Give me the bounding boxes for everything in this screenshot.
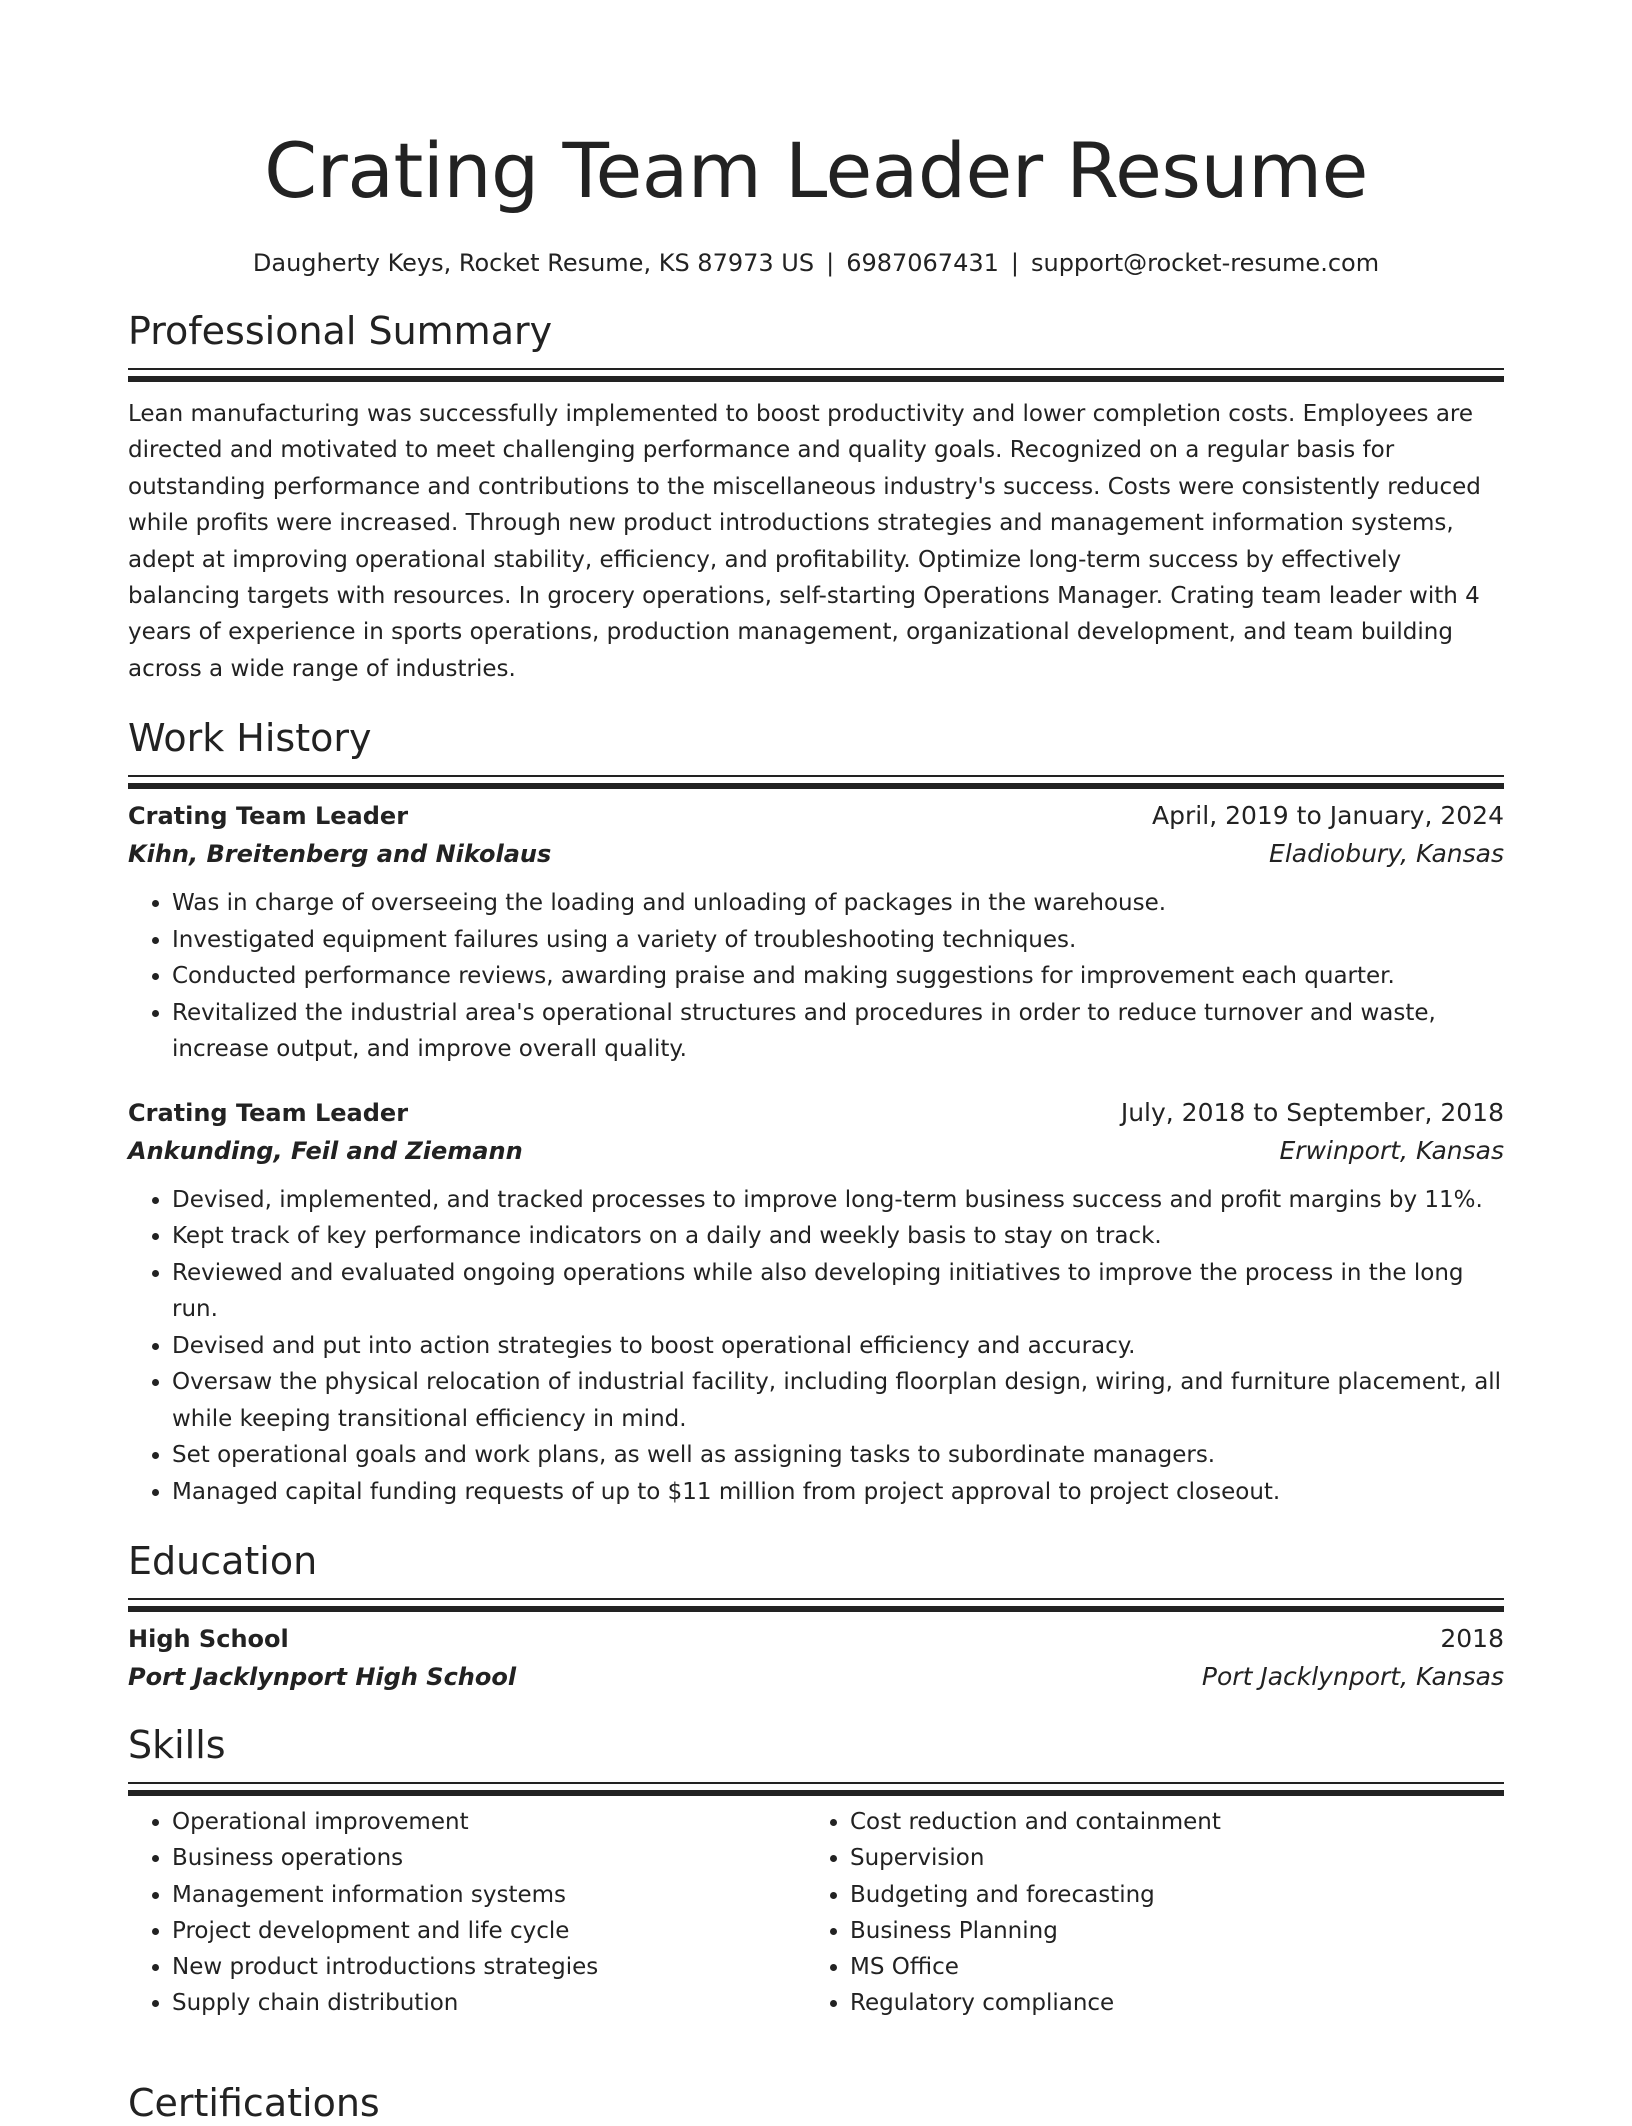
list-item: • Set operational goals and work plans, as well as assigning tasks to subordinate managers. xyxy=(172,1437,1504,1474)
list-item: • Business operations xyxy=(172,1840,806,1876)
job-entry xyxy=(128,797,1504,1068)
list-item: • Budgeting and forecasting xyxy=(850,1877,1484,1913)
section-heading-certifications: Certifications xyxy=(128,2081,380,2125)
education-year: 2018 xyxy=(1440,1624,1504,1654)
education-school: Port Jacklynport High School xyxy=(128,1663,517,1692)
list-item: • Reviewed and evaluated ongoing operations while also developing initiatives to improve the process in the long run. xyxy=(172,1255,1504,1328)
list-item: • Business Planning xyxy=(850,1913,1484,1949)
list-item: • Project development and life cycle xyxy=(172,1913,806,1949)
job-location: Erwinport, Kansas xyxy=(1279,1135,1504,1165)
list-item: • Revitalized the industrial area's operational structures and procedures in order to reduce turnover and waste, increase output, and improve overall quality. xyxy=(172,995,1504,1068)
skills-list-left xyxy=(128,1804,806,2021)
list-item: • Management information systems xyxy=(172,1877,806,1913)
list-item: • Was in charge of overseeing the loading and unloading of packages in the warehouse. xyxy=(172,885,1504,922)
list-item: • Devised, implemented, and tracked processes to improve long-term business success and profit margins by 11%. xyxy=(172,1182,1504,1219)
contact-phone: 6987067431 xyxy=(846,249,999,277)
summary-section xyxy=(128,308,1504,687)
section-rule xyxy=(128,368,1504,370)
list-item: • Conducted performance reviews, awarding praise and making suggestions for improvement each quarter. xyxy=(172,958,1504,995)
section-rule xyxy=(128,1782,1504,1784)
list-item: • Kept track of key performance indicators on a daily and weekly basis to stay on track. xyxy=(172,1218,1504,1255)
job-employer: Kihn, Breitenberg and Nikolaus xyxy=(128,840,552,869)
contact-separator: | xyxy=(1010,249,1019,277)
resume-page xyxy=(128,0,1504,2125)
list-item: • Cost reduction and containment xyxy=(850,1804,1484,1840)
list-item: • Managed capital funding requests of up to $11 million from project approval to project closeout. xyxy=(172,1474,1504,1511)
section-heading: Education xyxy=(128,1539,318,1584)
section-heading: Skills xyxy=(128,1723,226,1768)
section-heading: Work History xyxy=(128,716,372,761)
section-heading: Professional Summary xyxy=(128,309,553,353)
job-entry xyxy=(128,1094,1504,1511)
resume-title: Crating Team Leader Resume xyxy=(264,126,1368,215)
list-item: • Devised and put into action strategies to boost operational efficiency and accuracy. xyxy=(172,1328,1504,1365)
list-item: • MS Office xyxy=(850,1949,1484,1985)
section-rule xyxy=(128,775,1504,777)
contact-separator: | xyxy=(826,249,835,277)
contact-line xyxy=(128,248,1504,278)
list-item: • Supervision xyxy=(850,1840,1484,1876)
education-degree: High School xyxy=(128,1625,289,1654)
list-item: • Regulatory compliance xyxy=(850,1985,1484,2021)
job-location: Eladiobury, Kansas xyxy=(1269,839,1504,869)
skills-section xyxy=(128,1722,1504,2021)
job-title: Crating Team Leader xyxy=(128,1098,409,1127)
education-location: Port Jacklynport, Kansas xyxy=(1201,1662,1504,1692)
list-item: • Supply chain distribution xyxy=(172,1985,806,2021)
job-dates: April, 2019 to January, 2024 xyxy=(1152,801,1504,831)
contact-email: support@rocket-resume.com xyxy=(1030,249,1380,277)
skills-list-right xyxy=(806,1804,1484,2021)
summary-text: Lean manufacturing was successfully implemented to boost productivity and lower completion costs. Employees are directed and motivated to meet challenging performance and quality goals. Recognized on a regular basis for outstanding performance and contributions to the miscellaneous industry's success. Costs were consistently reduced while profits were increased. Through new product introductions strategies and management information systems, adept at improving operational stability, efficiency, and profitability. Optimize long-term success by effectively balancing targets with resources. In grocery operations, self-starting Operations Manager. Crating team leader with 4 years of experience in sports operations, production management, organizational development, and team building across a wide range of industries. xyxy=(128,401,1481,682)
section-rule xyxy=(128,1598,1504,1600)
job-dates: July, 2018 to September, 2018 xyxy=(1120,1097,1504,1127)
work-history-section xyxy=(128,715,1504,1510)
job-title: Crating Team Leader xyxy=(128,802,409,831)
contact-address: Daugherty Keys, Rocket Resume, KS 87973 US xyxy=(252,249,815,277)
list-item: • New product introductions strategies xyxy=(172,1949,806,1985)
job-employer: Ankunding, Feil and Ziemann xyxy=(128,1136,523,1165)
job-bullets xyxy=(128,1182,1504,1511)
list-item: • Oversaw the physical relocation of industrial facility, including floorplan design, wiring, and furniture placement, all while keeping transitional efficiency in mind. xyxy=(172,1364,1504,1437)
skills-columns xyxy=(128,1804,1504,2021)
job-bullets xyxy=(128,885,1504,1068)
list-item: • Operational improvement xyxy=(172,1804,806,1840)
list-item: • Investigated equipment failures using a variety of troubleshooting techniques. xyxy=(172,922,1504,959)
education-section xyxy=(128,1538,1504,1696)
